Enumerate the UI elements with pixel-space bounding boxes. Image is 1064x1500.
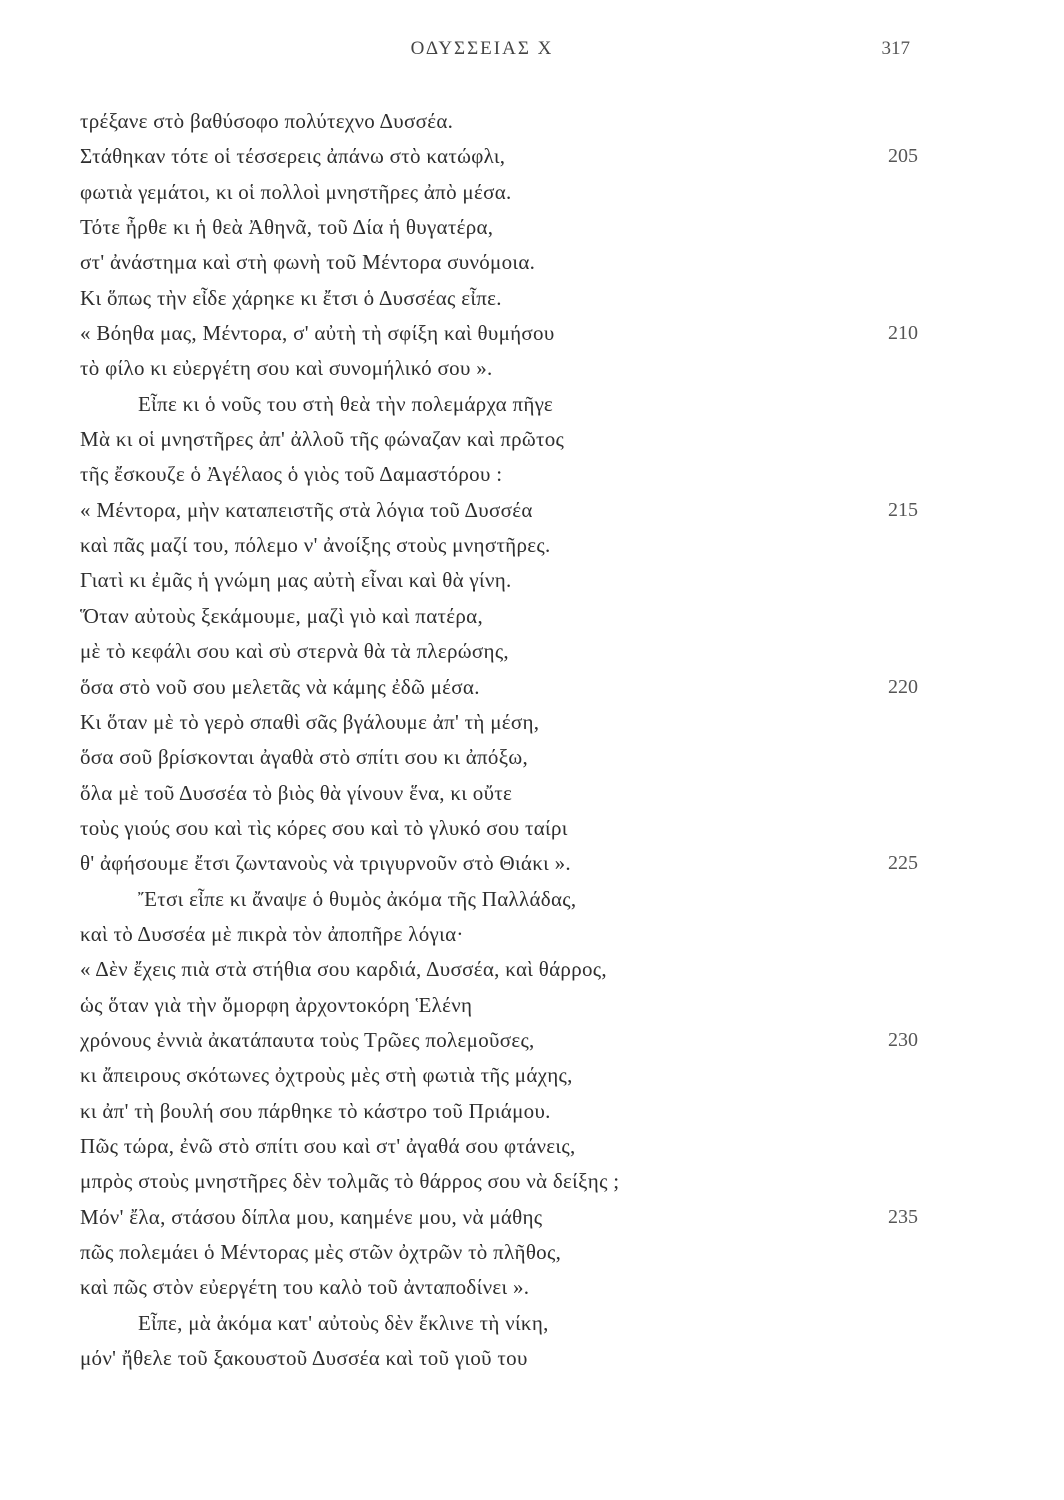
verse-text: τοὺς γιούς σου καὶ τὶς κόρες σου καὶ τὸ γλυκό σου ταίρι [80,815,568,840]
verse-line [80,457,920,492]
verse-text: Μόν' ἔλα, στάσου δίπλα μου, καημένε μου, νὰ μάθης [80,1204,543,1229]
verse-line [80,528,920,563]
verse-text: κι ἄπειρους σκότωνες ὀχτροὺς μὲς στὴ φωτιὰ τῆς μάχης, [80,1063,573,1088]
verse-line [80,1341,920,1376]
verse-text: τρέξανε στὸ βαθύσοφο πολύτεχνο Δυσσέα. [80,109,454,133]
line-number: 215 [888,498,918,521]
verse-text: « Βόηθα μας, Μέντορα, σ' αὐτὴ τὴ σφίξη καὶ θυμήσου [80,321,555,346]
verse-line [80,1306,920,1341]
verse-line [80,1058,920,1093]
running-title: ΟΔΥΣΣΕΙΑΣ Χ [410,38,554,59]
verse-text: Εἶπε κι ὁ νοῦς του στὴ θεὰ τὴν πολεμάρχα πῆγε [138,391,553,416]
line-number: 220 [888,675,918,698]
line-number: 235 [888,1205,918,1228]
verse-line [80,493,920,528]
verse-line [80,1164,920,1199]
verse-line [80,634,920,669]
verse-line [80,740,920,775]
verse-line [80,776,920,811]
line-number: 205 [888,145,918,168]
verse-line [80,139,920,174]
verse-text: φωτιὰ γεμάτοι, κι οἱ πολλοὶ μνηστῆρες ἀπὸ μέσα. [80,179,512,204]
verse-text: πῶς πολεμάει ὁ Μέντορας μὲς στῶν ὀχτρῶν τὸ πλῆθος, [80,1240,562,1264]
verse-line [80,175,920,210]
verse-text: Τότε ἦρθε κι ἡ θεὰ Ἀθηνᾶ, τοῦ Δία ἡ θυγατέρα, [80,215,494,240]
verse-text: « Δὲν ἔχεις πιὰ στὰ στήθια σου καρδιά, Δυσσέα, καὶ θάρρος, [80,957,607,982]
verse-line [80,1270,920,1305]
verse-text: Στάθηκαν τότε οἱ τέσσερεις ἀπάνω στὸ κατώφλι, [80,144,506,169]
verse-text: ὅλα μὲ τοῦ Δυσσέα τὸ βιὸς θὰ γίνουν ἕνα, κι οὔτε [80,780,513,805]
verse-text: Ἔτσι εἶπε κι ἄναψε ὁ θυμὸς ἀκόμα τῆς Παλλάδας, [138,886,577,911]
verse-text: καὶ πῶς στὸν εὐεργέτη του καλὸ τοῦ ἀνταποδίνει ». [80,1275,530,1300]
verse-line [80,104,920,139]
verse-line [80,387,920,422]
verse-line [80,952,920,987]
verse-line [80,1235,920,1270]
verse-line [80,1200,920,1235]
verse-line [80,917,920,952]
verse-text: μόν' ἤθελε τοῦ ξακουστοῦ Δυσσέα καὶ τοῦ γιοῦ του [80,1346,528,1371]
verse-text: καὶ τὸ Δυσσέα μὲ πικρὰ τὸν ἀποπῆρε λόγια· [80,921,464,946]
verse-text: στ' ἀνάστημα καὶ στὴ φωνὴ τοῦ Μέντορα συνόμοια. [80,250,536,275]
line-number: 210 [888,322,918,345]
verse-line [80,882,920,917]
verse-line [80,422,920,457]
verse-text: κι ἀπ' τὴ βουλή σου πάρθηκε τὸ κάστρο τοῦ Πριάμου. [80,1098,551,1123]
verse-text: Πῶς τώρα, ἐνῶ στὸ σπίτι σου καὶ στ' ἀγαθά σου φτάνεις, [80,1133,576,1158]
verse-line [80,1129,920,1164]
verse-text: τῆς ἔσκουζε ὁ Ἀγέλαος ὁ γιὸς τοῦ Δαμαστόρου : [80,462,503,487]
verse-text: Εἶπε, μὰ ἀκόμα κατ' αὐτοὺς δὲν ἔκλινε τὴ νίκη, [138,1310,549,1335]
verse-text: μπρὸς στοὺς μνηστῆρες δὲν τολμᾶς τὸ θάρρος σου νὰ δείξης ; [80,1169,620,1194]
verse-text: ὅσα σοῦ βρίσκονται ἀγαθὰ στὸ σπίτι σου κι ἀπόξω, [80,745,529,770]
verse-line [80,811,920,846]
verse-text: Κι ὅπως τὴν εἶδε χάρηκε κι ἔτσι ὁ Δυσσέας εἶπε. [80,285,502,310]
line-number: 230 [888,1028,918,1051]
verse-line [80,670,920,705]
page-number: 317 [881,38,910,59]
verse-block [80,104,920,1376]
verse-line [80,351,920,386]
verse-line [80,281,920,316]
verse-text: ὡς ὅταν γιὰ τὴν ὄμορφη ἀρχοντοκόρη Ἑλένη [80,992,473,1017]
verse-text: Κι ὅταν μὲ τὸ γερὸ σπαθὶ σᾶς βγάλουμε ἀπ' τὴ μέση, [80,709,540,734]
verse-line [80,988,920,1023]
verse-text: ὅσα στὸ νοῦ σου μελετᾶς νὰ κάμης ἐδῶ μέσα. [80,674,480,699]
verse-line [80,245,920,280]
verse-line [80,1023,920,1058]
line-number: 225 [888,852,918,875]
verse-line [80,846,920,881]
verse-line [80,705,920,740]
verse-line [80,599,920,634]
verse-text: μὲ τὸ κεφάλι σου καὶ σὺ στερνὰ θὰ τὰ πλερώσης, [80,639,509,664]
running-head [0,38,1064,68]
verse-text: « Μέντορα, μὴν καταπειστῆς στὰ λόγια τοῦ Δυσσέα [80,497,533,522]
verse-text: τὸ φίλο κι εὐεργέτη σου καὶ συνομήλικό σου ». [80,356,493,381]
verse-line [80,316,920,351]
verse-text: θ' ἀφήσουμε ἔτσι ζωντανοὺς νὰ τριγυρνοῦν στὸ Θιάκι ». [80,851,571,876]
verse-text: Γιατὶ κι ἐμᾶς ἡ γνώμη μας αὐτὴ εἶναι καὶ θὰ γίνη. [80,568,512,593]
verse-text: καὶ πᾶς μαζί του, πόλεμο ν' ἀνοίξης στοὺς μνηστῆρες. [80,533,551,558]
verse-text: χρόνους ἐννιὰ ἀκατάπαυτα τοὺς Τρῶες πολεμοῦσες, [80,1027,535,1052]
verse-text: Μὰ κι οἱ μνηστῆρες ἀπ' ἀλλοῦ τῆς φώναζαν καὶ πρῶτος [80,427,565,452]
verse-text: Ὅταν αὐτοὺς ξεκάμουμε, μαζὶ γιὸ καὶ πατέρα, [80,603,483,628]
verse-line [80,563,920,598]
verse-line [80,210,920,245]
verse-line [80,1094,920,1129]
